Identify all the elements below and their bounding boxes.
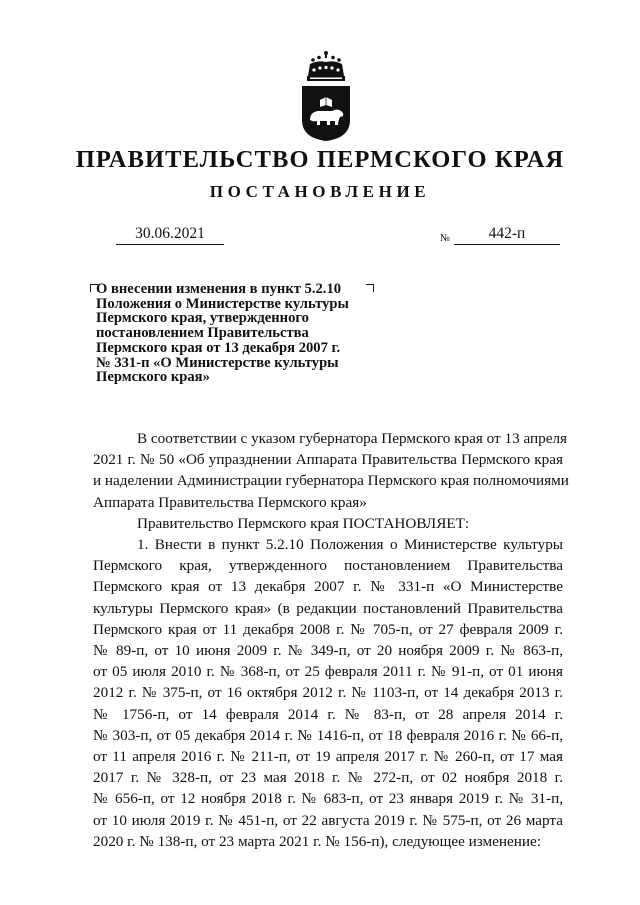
subject-line: № 331-п «О Министерстве культуры — [96, 354, 339, 371]
body-line: Пермского края от 13 декабря 2007 г. № 331-п «О Министерстве — [93, 578, 563, 596]
organization-title: ПРАВИТЕЛЬСТВО ПЕРМСКОГО КРАЯ — [75, 146, 565, 173]
paragraph-item-1 — [93, 534, 563, 852]
body-line: № 1756-п, от 14 февраля 2014 г. № 83-п, от 28 апреля 2014 г. — [93, 705, 563, 723]
body-line: Пермского края, утвержденного постановлением Правительства — [93, 557, 563, 575]
subject-line: постановлением Правительства — [96, 325, 309, 342]
body-line: № 303-п, от 05 декабря 2014 г. № 1416-п, от 18 февраля 2016 г. № 66-п, — [93, 726, 563, 744]
body-line: 1. Внести в пункт 5.2.10 Положения о Министерстве культуры — [137, 536, 563, 554]
number-sign: № — [440, 233, 451, 244]
subject-line: О внесении изменения в пункт 5.2.10 — [96, 281, 342, 297]
paragraph-resolves — [93, 513, 563, 534]
body-line: от 05 июля 2010 г. № 368-п, от 25 февраля 2011 г. № 91-п, от 01 июня — [93, 663, 563, 681]
document-subject — [96, 282, 376, 385]
subject-line: Пермского края» — [96, 369, 210, 386]
body-line: № 89-п, от 10 июня 2009 г. № 349-п, от 20 ноября 2009 г. № 863-п, — [93, 642, 563, 660]
body-line: 2020 г. № 138-п, от 23 марта 2021 г. № 156-п), следующее изменение: — [93, 832, 541, 850]
body-line: культуры Пермского края» (в редакции постановлений Правительства — [93, 599, 563, 617]
paragraph-preamble — [93, 428, 569, 513]
body-line: № 656-п, от 12 ноября 2018 г. № 683-п, от 23 января 2019 г. № 31-п, — [93, 790, 563, 808]
body-line: Правительство Пермского края ПОСТАНОВЛЯЕТ: — [137, 514, 470, 532]
document-number: 442-п — [454, 225, 560, 245]
subject-line: Пермского края, утвержденного — [96, 310, 309, 327]
body-line: Пермского края от 11 декабря 2008 г. № 705-п, от 27 февраля 2009 г. — [93, 620, 563, 638]
body-line: В соответствии с указом губернатора Пермского края от 13 апреля — [137, 430, 568, 447]
document-body — [93, 428, 569, 852]
body-line: и наделении Администрации губернатора Пермского края полномочиями — [93, 472, 569, 490]
subject-line: Положения о Министерстве культуры — [96, 295, 349, 312]
document-type: ПОСТАНОВЛЕНИЕ — [209, 182, 431, 201]
perm-krai-coat-of-arms-icon — [296, 50, 356, 142]
body-line: 2017 г. № 328-п, от 23 мая 2018 г. № 272-п, от 02 ноября 2018 г. — [93, 769, 563, 787]
body-line: от 10 июля 2019 г. № 451-п, от 22 августа 2019 г. № 575-п, от 26 марта — [93, 811, 563, 829]
body-line: 2021 г. № 50 «Об упразднении Аппарата Правительства Пермского края — [93, 451, 563, 469]
document-date: 30.06.2021 — [116, 225, 224, 245]
body-line: от 11 апреля 2016 г. № 211-п, от 19 апреля 2017 г. № 260-п, от 17 мая — [93, 748, 563, 766]
body-line: Аппарата Правительства Пермского края» — [93, 493, 367, 511]
body-line: 2012 г. № 375-п, от 16 октября 2012 г. № 1103-п, от 14 декабря 2013 г. — [93, 684, 563, 702]
subject-line: Пермского края от 13 декабря 2007 г. — [96, 339, 341, 356]
